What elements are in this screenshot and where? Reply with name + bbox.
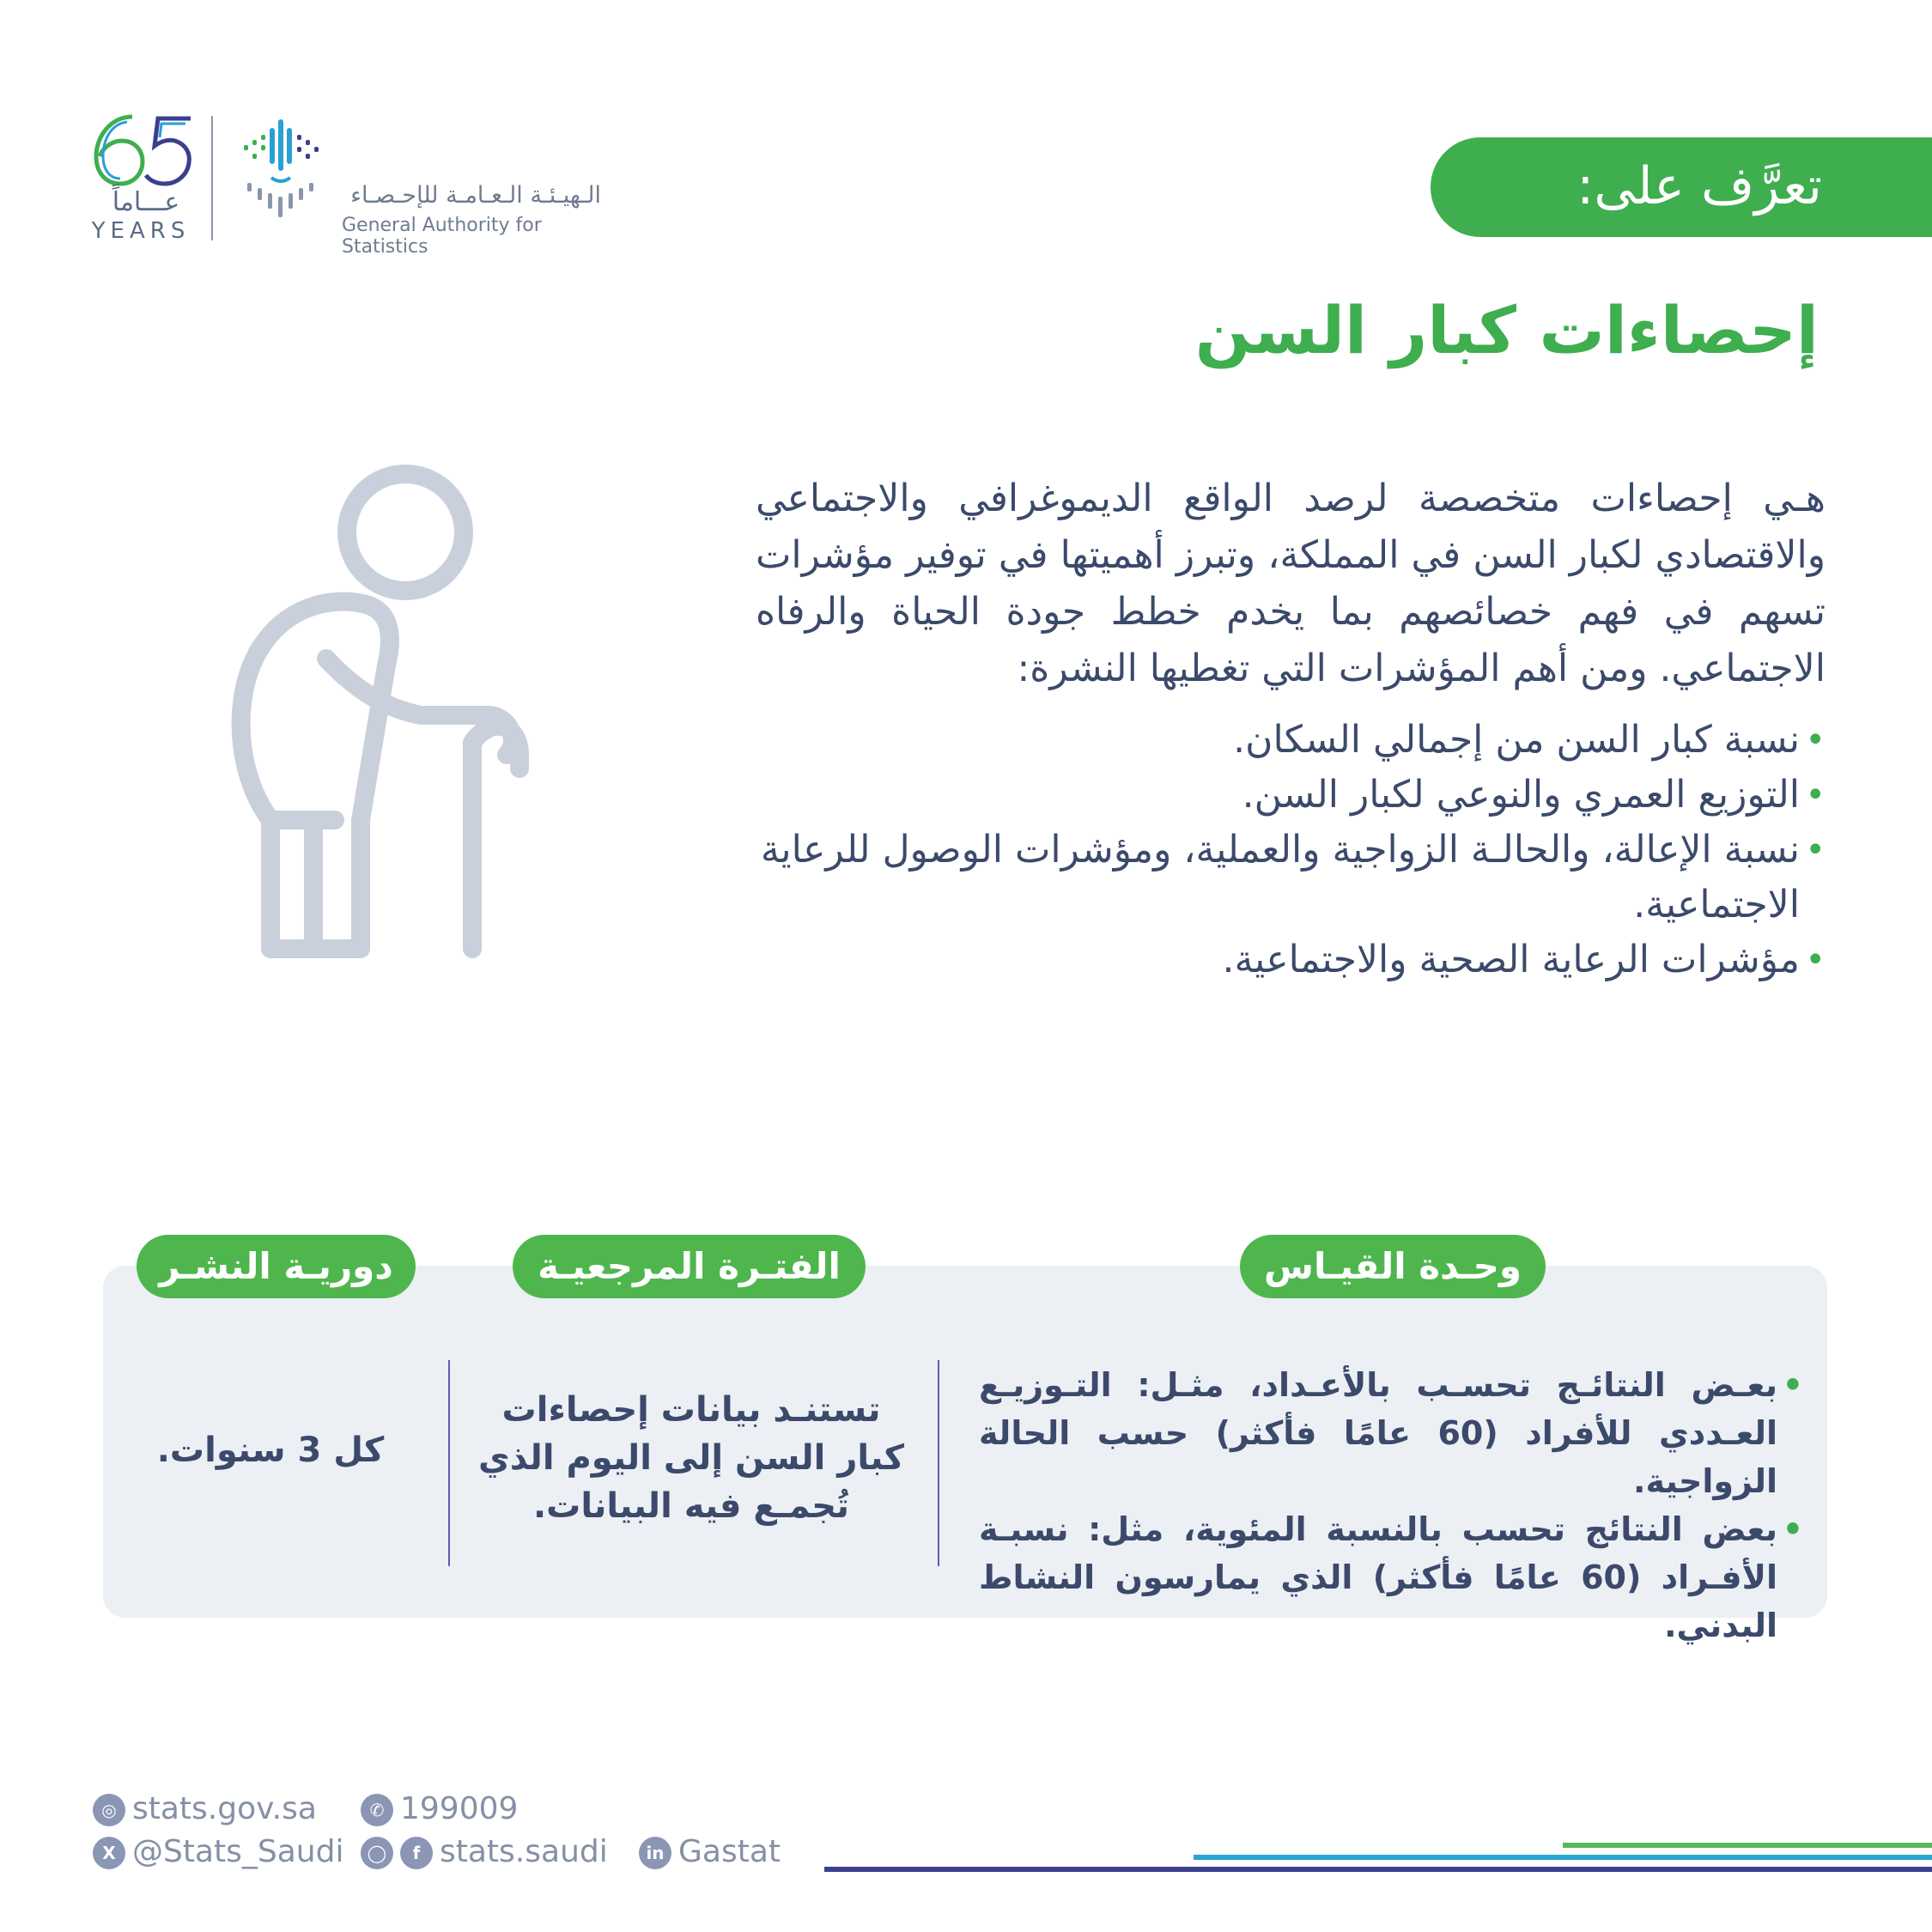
column-divider [448,1360,450,1566]
indicator-list [756,713,1826,987]
anniversary-years: YEARS [91,218,191,244]
website-link[interactable]: ◎ stats.gov.sa [93,1791,317,1826]
column-divider [938,1360,939,1566]
instagram-icon: ◯ [361,1837,393,1869]
know-about-label: تعرَّف على: [1577,156,1822,216]
logo-divider [211,116,213,240]
footer-stripe-navy [824,1867,1932,1872]
anniversary-logo [84,112,196,244]
x-icon: X [93,1837,125,1869]
anniversary-arabic: عـــاماً [112,187,180,217]
linkedin-icon: in [639,1837,671,1869]
reference-period-text: تستنـد بيانات إحصاءات كبار السن إلى اليوم الذي تُجمـع فيه البيانات. [478,1390,904,1526]
measure-unit-heading: وحـدة القيـاس [1240,1235,1546,1298]
list-item: • نسبة كبار السن من إجمالي السكان. [756,713,1826,768]
instagram-facebook-link[interactable]: ◯ f stats.saudi [361,1834,608,1869]
list-item: • بعض النتائج تحسب بالنسبة المئوية، مثل: نسبـة الأفـراد (60 عامًا فأكثر) الذي يمارسون النشاط البدني. [979,1505,1803,1649]
know-about-banner [1431,137,1932,237]
publication-frequency-text: كل 3 سنوات. [156,1431,385,1470]
page-title: إحصاءات كبار السن [1194,292,1819,368]
authority-name-english: General Authority for Statistics [342,215,542,258]
publication-frequency-heading: دوريـة النشـر [137,1235,416,1298]
sixty-five-icon [84,112,196,189]
footer-stripe-green [1563,1843,1932,1848]
authority-name-arabic: الـهيـئـة الـعـامـة للإحـصـاء [350,182,601,209]
globe-icon: ◎ [93,1794,125,1826]
intro-paragraph: هـي إحصاءات متخصصة لرصد الواقع الديموغرافي والاجتماعي والاقتصادي لكبار السن في المملكة، وتبرز أهميتها في توفير مؤشرات تسهم في فهم خصائصهم بما يخدم خطط جودة الحياة والرفاه الاجتماعي. ومن أهم المؤشرات التي تغطيها النشرة: [756,477,1826,690]
measure-unit-list [979,1361,1803,1649]
gastat-logo-icon [240,116,326,236]
facebook-icon: f [400,1837,433,1869]
elderly-person-icon [215,459,541,966]
phone-icon: ✆ [361,1794,393,1826]
phone-link[interactable]: ✆ 199009 [361,1791,518,1826]
reference-period-heading: الفتـرة المرجعيـة [513,1235,866,1298]
list-item: • التوزيع العمري والنوعي لكبار السن. [756,768,1826,823]
list-item: • بعـض النتائـج تحسـب بالأعـداد، مثـل: التـوزيـع العـددي للأفراد (60 عامًا فأكثر) حسب الحالة الزواجية. [979,1361,1803,1505]
list-item: • نسبة الإعالة، والحالـة الزواجية والعملية، ومؤشرات الوصول للرعاية الاجتماعية. [756,823,1826,933]
footer-stripe-cyan [1194,1855,1932,1860]
list-item: • مؤشرات الرعاية الصحية والاجتماعية. [756,933,1826,987]
x-link[interactable]: X @Stats_Saudi [93,1834,343,1869]
linkedin-link[interactable]: in Gastat [639,1834,781,1869]
